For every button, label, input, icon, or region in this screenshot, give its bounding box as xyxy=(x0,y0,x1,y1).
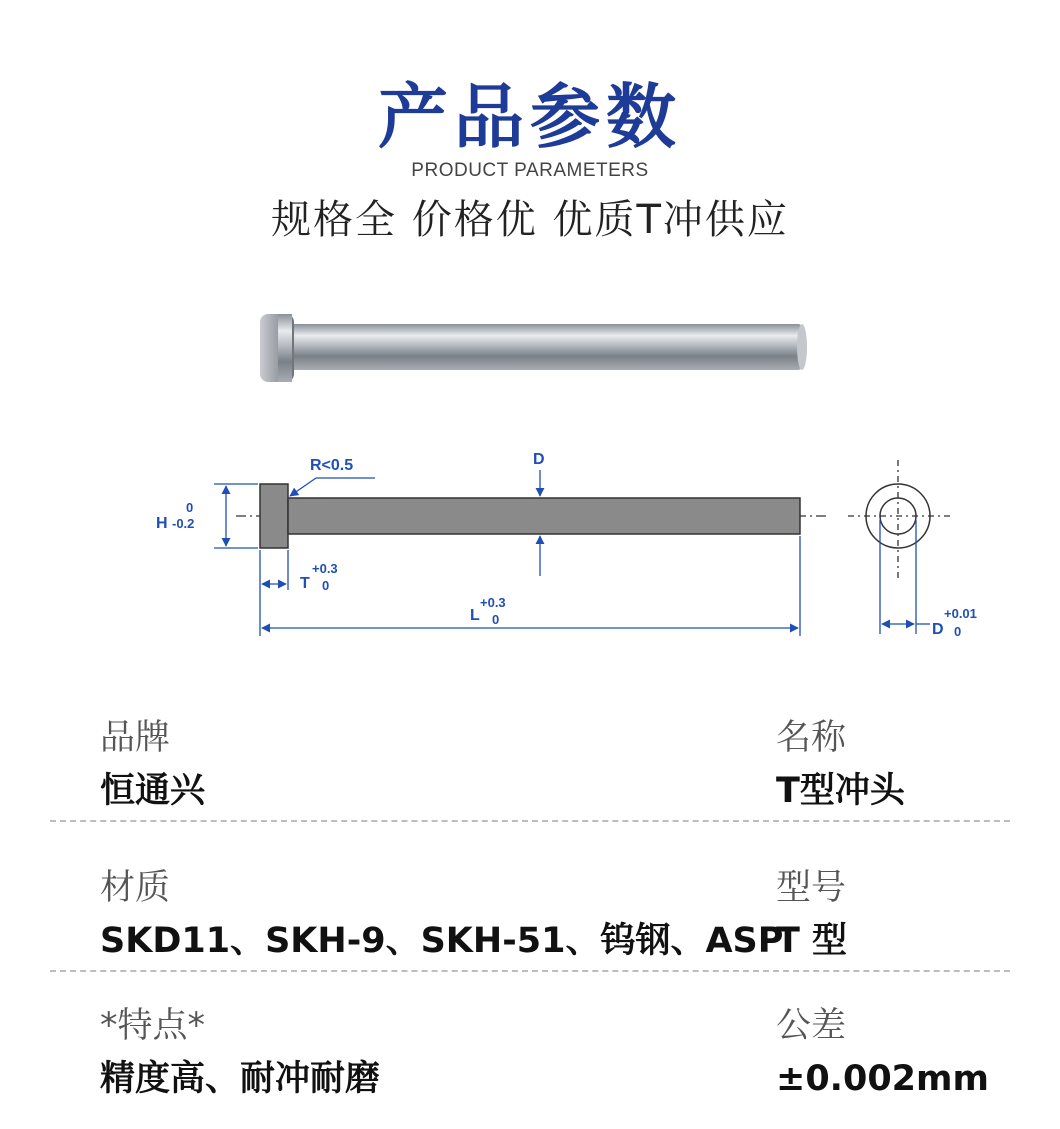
d-label: D xyxy=(932,621,944,638)
spec-model xyxy=(776,866,847,966)
d-lower-tolerance: 0 xyxy=(954,624,962,639)
h-label: H xyxy=(156,515,168,532)
spec-tolerance xyxy=(776,1004,989,1104)
spec-label: 型号 xyxy=(776,868,847,908)
h-upper-tolerance: 0 xyxy=(186,500,194,515)
page-title: 产品参数 xyxy=(378,76,682,158)
l-upper-tolerance: +0.3 xyxy=(480,595,506,610)
spec-brand xyxy=(100,716,205,816)
spec-value: 精度高、耐冲耐磨 xyxy=(100,1059,381,1099)
spec-label: 名称 xyxy=(776,718,847,758)
spec-material xyxy=(100,866,783,966)
l-label: L xyxy=(470,607,480,624)
spec-name xyxy=(776,716,905,816)
row-divider xyxy=(50,970,1010,972)
spec-label: *特点* xyxy=(100,1006,206,1046)
spec-value: ±0.002mm xyxy=(776,1059,989,1099)
diameter-top-label: D xyxy=(533,451,545,468)
l-lower-tolerance: 0 xyxy=(492,612,500,627)
spec-label: 品牌 xyxy=(100,718,171,758)
spec-value: T 型 xyxy=(776,921,848,961)
product-photo xyxy=(250,306,810,386)
spec-label: 公差 xyxy=(776,1006,847,1046)
spec-value: T型冲头 xyxy=(776,771,905,811)
tagline: 规格全 价格优 优质T冲供应 xyxy=(271,197,789,243)
h-lower-tolerance: -0.2 xyxy=(172,516,195,531)
page-subtitle: PRODUCT PARAMETERS xyxy=(411,160,649,181)
row-divider xyxy=(50,820,1010,822)
technical-drawing xyxy=(0,440,1060,660)
t-lower-tolerance: 0 xyxy=(322,578,330,593)
spec-features xyxy=(100,1004,380,1104)
spec-value: 恒通兴 xyxy=(100,771,206,811)
t-label: T xyxy=(300,575,310,592)
d-upper-tolerance: +0.01 xyxy=(944,606,977,621)
spec-label: 材质 xyxy=(100,868,171,908)
spec-value: SKD11、SKH-9、SKH-51、钨钢、ASP xyxy=(100,921,784,961)
t-upper-tolerance: +0.3 xyxy=(312,561,338,576)
radius-label: R<0.5 xyxy=(310,457,354,474)
